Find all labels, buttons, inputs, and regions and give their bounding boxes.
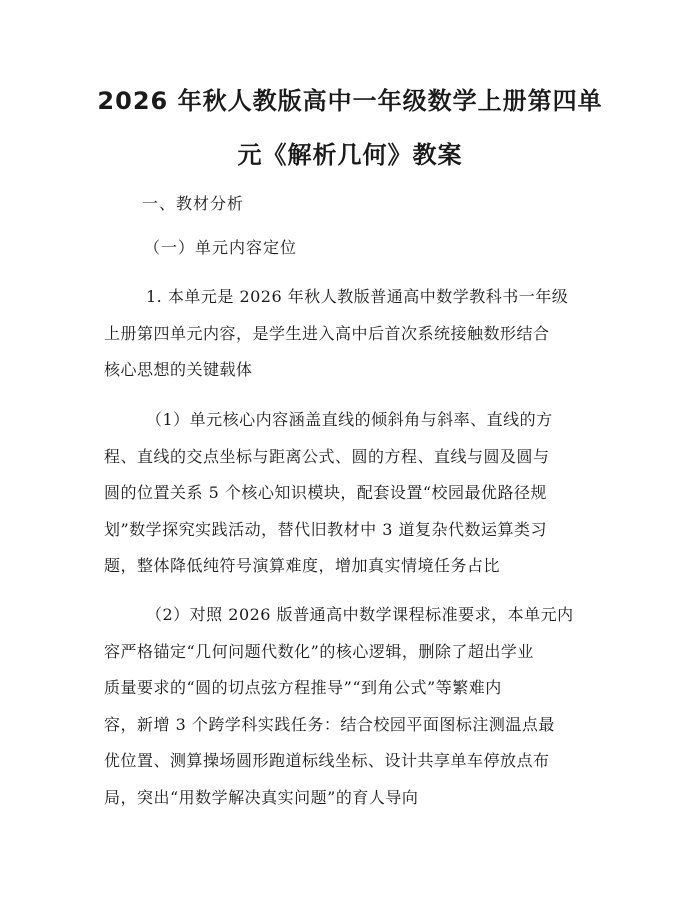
paragraph-line: （2）对照 2026 版普通高中数学课程标准要求，本单元内: [146, 605, 574, 624]
paragraph-line: 题，整体降低纯符号演算难度，增加真实情境任务占比: [104, 556, 501, 576]
paragraph-line: 容严格锚定“几何问题代数化”的核心逻辑，删除了超出学业: [104, 641, 534, 661]
paragraph-line: 容，新增 3 个跨学科实践任务：结合校园平面图标注测温点最: [104, 714, 555, 734]
paragraph-line: 核心思想的关键载体: [104, 360, 253, 380]
paragraph-line: （1）单元核心内容涵盖直线的倾斜角与斜率、直线的方: [146, 410, 553, 429]
paragraph-curriculum-standard: [104, 597, 599, 817]
paragraph-line: 上册第四单元内容，是学生进入高中后首次系统接触数形结合: [104, 323, 550, 343]
paragraph-line: 质量要求的“圆的切点弦方程推导”“到角公式”等繁难内: [104, 678, 502, 698]
paragraph-unit-intro: [104, 279, 599, 389]
paragraph-line: 优位置、测算操场圆形跑道标线坐标、设计共享单车停放点布: [104, 751, 550, 771]
paragraph-line: 程、直线的交点坐标与距离公式、圆的方程、直线与圆及圆与: [104, 446, 550, 466]
subsection-heading-unit-positioning: （一）单元内容定位: [144, 238, 298, 257]
section-heading-textbook-analysis: 一、教材分析: [142, 194, 245, 213]
paragraph-line: 1. 本单元是 2026 年秋人教版普通高中数学教科书一年级: [146, 287, 569, 306]
document-title-line-1: 2026 年秋人教版高中一年级数学上册第四单: [97, 87, 603, 115]
paragraph-line: 划”数学探究实践活动，替代旧教材中 3 道复杂代数运算类习: [104, 519, 548, 539]
paragraph-line: 局，突出“用数学解决真实问题”的育人导向: [104, 787, 419, 807]
paragraph-line: 圆的位置关系 5 个核心知识模块，配套设置“校园最优路径规: [104, 483, 548, 503]
document-title-line-2: 元《解析几何》教案: [237, 141, 463, 169]
paragraph-core-content: [104, 402, 599, 585]
